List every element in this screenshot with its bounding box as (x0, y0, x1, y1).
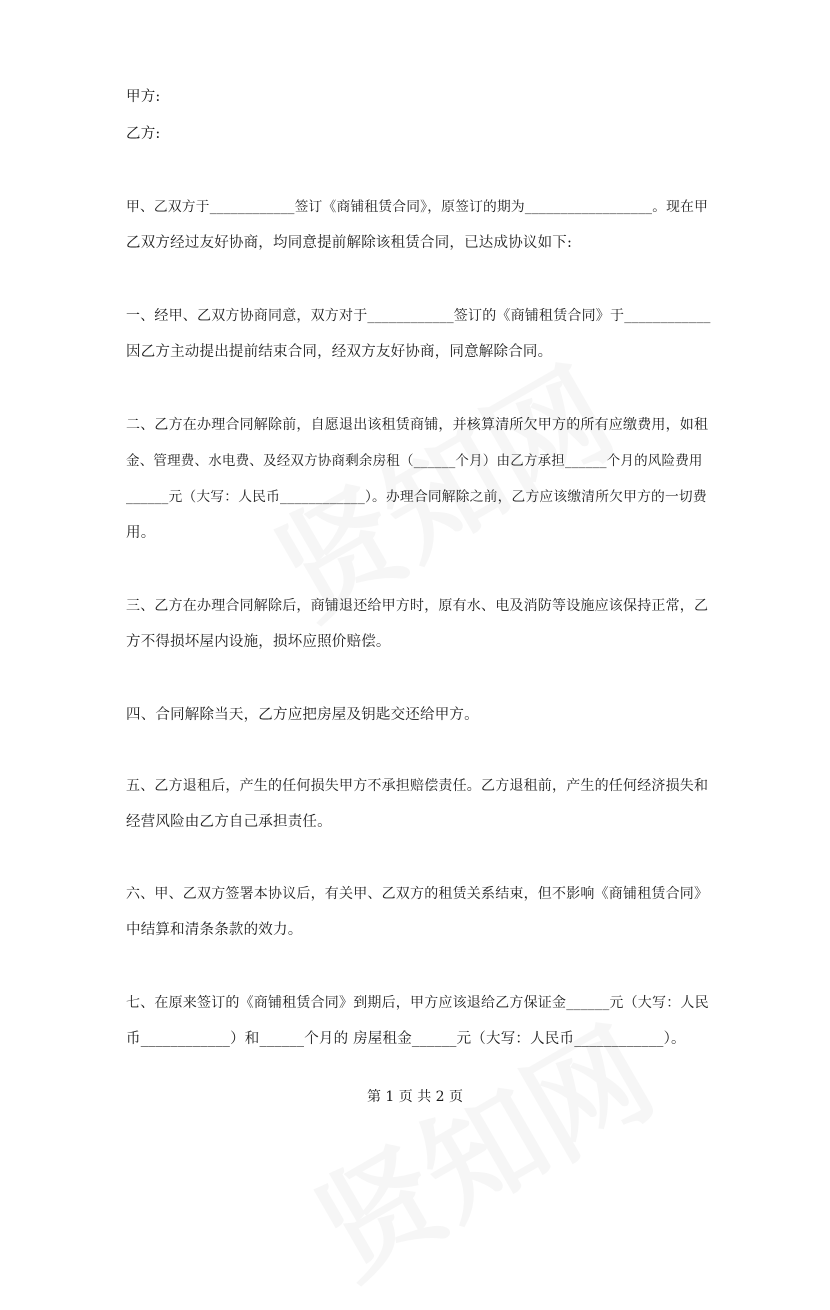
clause-6-line-1: 六、甲、乙双方签署本协议后，有关甲、乙双方的租赁关系结束，但不影响《商铺租赁合同》 (126, 886, 709, 902)
clause-7-line-2: 币____________）和______个月的 房屋租金______元（大写：人民币____________）。 (126, 1031, 686, 1047)
page-indicator: 第 1 页 共 2 页 (366, 1089, 464, 1105)
clause-3-line-1: 三、乙方在办理合同解除后，商铺退还给甲方时，原有水、电及消防等设施应该保持正常，乙 (126, 598, 709, 614)
clause-4-line-1: 四、合同解除当天，乙方应把房屋及钥匙交还给甲方。 (126, 707, 479, 723)
clause-5-line-2: 经营风险由乙方自己承担责任。 (126, 814, 332, 830)
party-b-label: 乙方: (126, 126, 161, 142)
intro-line-1: 甲、乙双方于____________签订《商铺租赁合同》，原签订的期为__________________。现在甲 (126, 199, 709, 215)
party-a-label: 甲方: (126, 89, 161, 105)
clause-1-line-2: 因乙方主动提出提前结束合同，经双方友好协商，同意解除合同。 (126, 344, 553, 360)
clause-2-line-2: 金、管理费、水电费、及经双方协商剩余房租（______个月）由乙方承担______个月的风险费用 (126, 453, 703, 469)
clause-2-line-4: 用。 (126, 525, 156, 541)
clause-6-line-2: 中结算和清条条款的效力。 (126, 922, 303, 938)
intro-line-2: 乙双方经过友好协商，均同意提前解除该租赁合同，已达成协议如下: (126, 235, 573, 251)
clause-2-line-1: 二、乙方在办理合同解除前，自愿退出该租赁商铺，并核算清所欠甲方的所有应缴费用，如租 (126, 417, 709, 433)
clause-3-line-2: 方不得损坏屋内设施，损坏应照价赔偿。 (126, 634, 391, 650)
clause-7-line-1: 七、在原来签订的《商铺租赁合同》到期后，甲方应该退给乙方保证金______元（大写：人民 (126, 995, 709, 1011)
clause-1-line-1: 一、经甲、乙双方协商同意，双方对于____________签订的《商铺租赁合同》于____________ (126, 308, 711, 324)
clause-2-line-3: ______元（大写：人民币____________）。办理合同解除之前，乙方应该缴清所欠甲方的一切费 (126, 489, 707, 505)
clause-5-line-1: 五、乙方退租后，产生的任何损失甲方不承担赔偿责任。乙方退租前，产生的任何经济损失和 (126, 778, 709, 794)
